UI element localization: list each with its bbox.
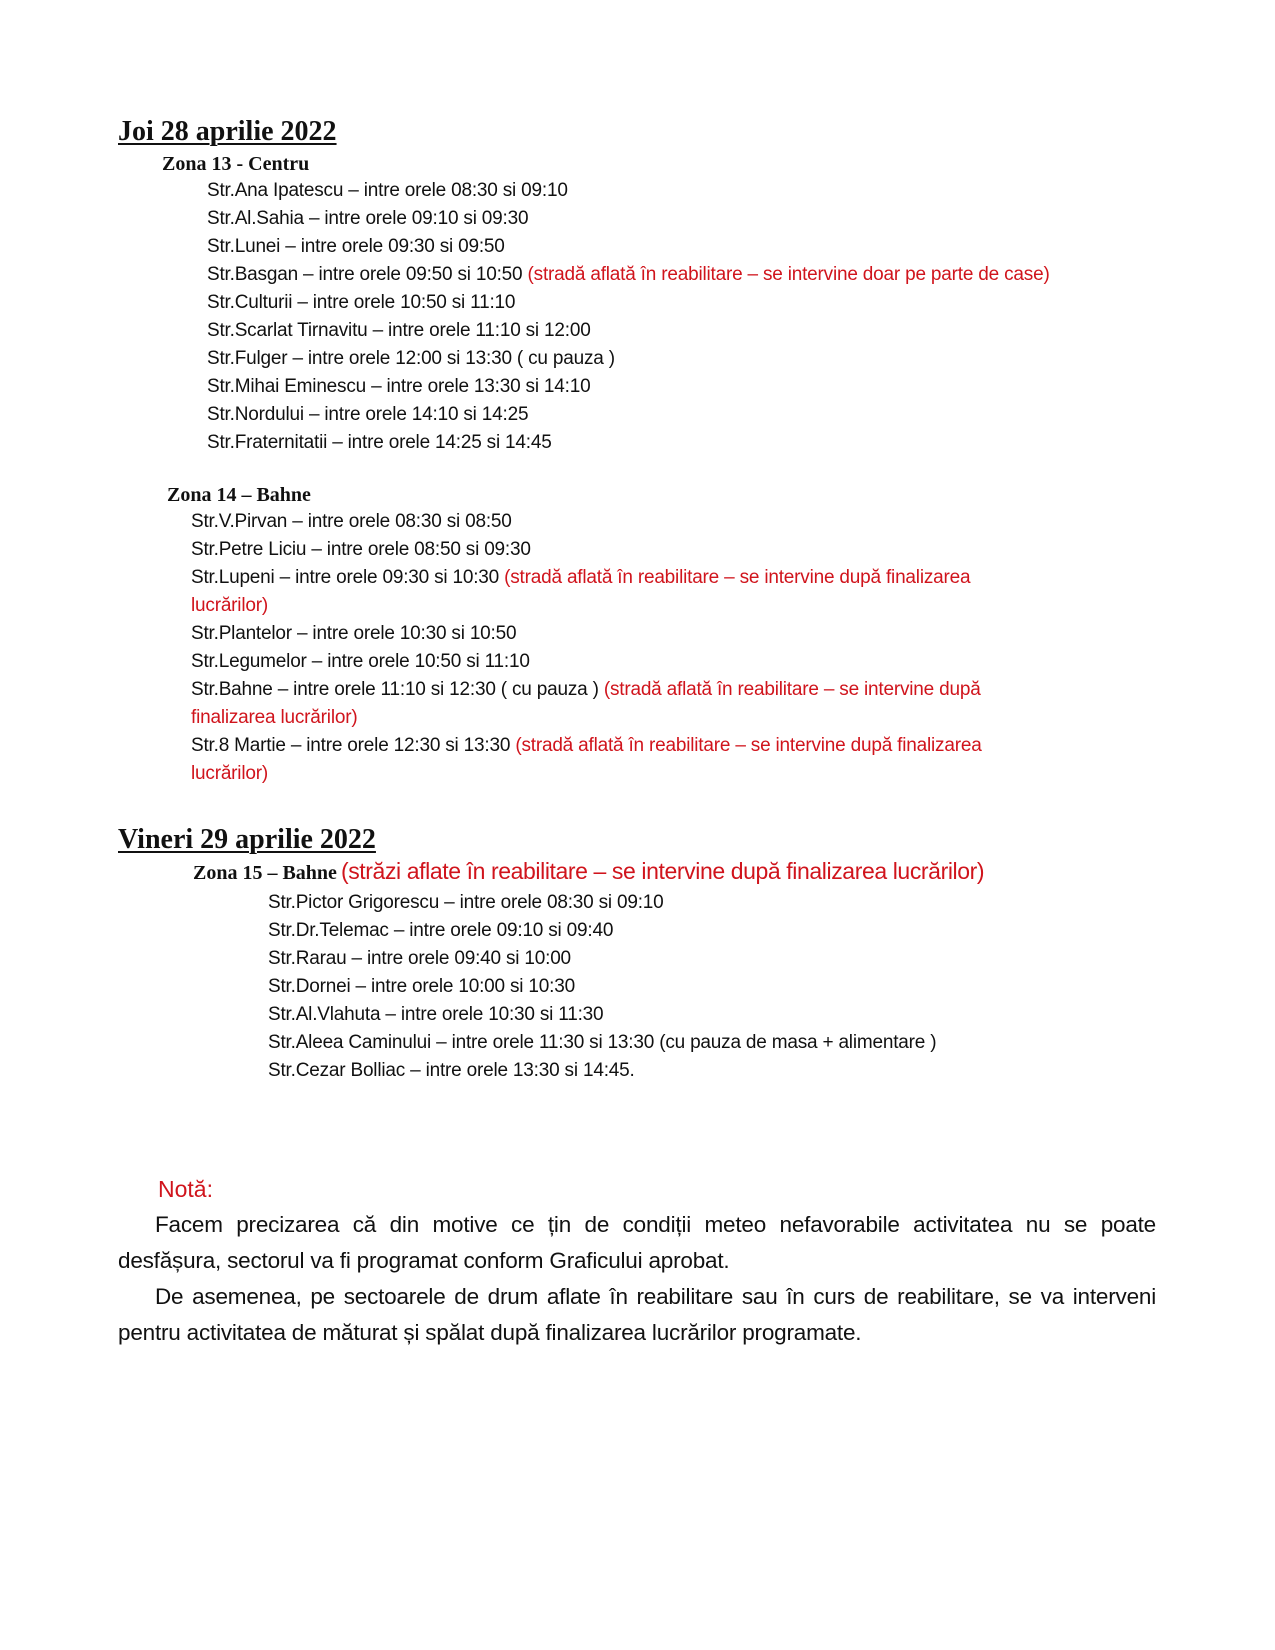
street-item: Str.Fulger – intre orele 12:00 si 13:30 ( cu pauza ) [207,348,615,369]
street-item: Str.Cezar Bolliac – intre orele 13:30 si 14:45. [268,1060,635,1081]
rehabilitation-note: (stradă aflată în reabilitare – se intervine doar pe parte de case) [527,264,1050,285]
street-item: Str.Pictor Grigorescu – intre orele 08:30 si 09:10 [268,892,664,913]
rehabilitation-note-continued: finalizarea lucrărilor) [191,707,358,728]
zone-15-rehabilitation-note: (străzi aflate în reabilitare – se intervine după finalizarea lucrărilor) [340,858,985,884]
street-item: Str.Dr.Telemac – intre orele 09:10 si 09:40 [268,920,614,941]
street-item: Str.Bahne – intre orele 11:10 si 12:30 ( cu pauza ) (stradă aflată în reabilitare – se intervine după [191,679,981,700]
rehabilitation-note: (stradă aflată în reabilitare – se intervine după [603,679,981,700]
street-item: Str.8 Martie – intre orele 12:30 si 13:30 (stradă aflată în reabilitare – se intervine după finalizarea [191,735,982,756]
street-item: Str.Petre Liciu – intre orele 08:50 si 09:30 [191,539,531,560]
zone-15-header [193,858,984,885]
day-title-thursday: Joi 28 aprilie 2022 [118,116,337,147]
rehabilitation-note: (stradă aflată în reabilitare – se intervine după finalizarea [504,567,971,588]
note-paragraph: Facem precizarea că din motive ce țin de condiții meteo nefavorabile activitatea nu se poate desfășura, sectorul va fi programat conform Graficului aprobat. [118,1212,1156,1273]
street-item: Str.Aleea Caminului – intre orele 11:30 si 13:30 (cu pauza de masa + alimentare ) [268,1032,937,1053]
note-body [118,1207,1156,1351]
zone-13-title: Zona 13 - Centru [162,153,310,175]
street-item: Str.Rarau – intre orele 09:40 si 10:00 [268,948,571,969]
street-item: Str.Ana Ipatescu – intre orele 08:30 si 09:10 [207,180,568,201]
day-title-friday: Vineri 29 aprilie 2022 [118,824,376,855]
street-item: Str.Culturii – intre orele 10:50 si 11:10 [207,292,516,313]
street-item: Str.Legumelor – intre orele 10:50 si 11:10 [191,651,530,672]
street-item: Str.Nordului – intre orele 14:10 si 14:25 [207,404,529,425]
rehabilitation-note: (stradă aflată în reabilitare – se intervine după finalizarea [515,735,982,756]
street-item: Str.Al.Vlahuta – intre orele 10:30 si 11:30 [268,1004,604,1025]
street-item: Str.Dornei – intre orele 10:00 si 10:30 [268,976,575,997]
street-item: Str.V.Pirvan – intre orele 08:30 si 08:50 [191,511,512,532]
street-item: Str.Lupeni – intre orele 09:30 si 10:30 (stradă aflată în reabilitare – se intervine după finalizarea [191,567,971,588]
zone-15-title: Zona 15 – Bahne [193,862,337,884]
zone-14-street-list [191,508,982,788]
street-item: Str.Scarlat Tirnavitu – intre orele 11:10 si 12:00 [207,320,591,341]
rehabilitation-note-continued: lucrărilor) [191,763,268,784]
zone-13-street-list [207,177,1050,457]
street-item: Str.Al.Sahia – intre orele 09:10 si 09:30 [207,208,529,229]
street-item: Str.Lunei – intre orele 09:30 si 09:50 [207,236,505,257]
zone-15-street-list [268,889,936,1085]
street-item: Str.Plantelor – intre orele 10:30 si 10:50 [191,623,517,644]
note-label: Notă: [158,1176,213,1202]
street-item: Str.Basgan – intre orele 09:50 si 10:50 (stradă aflată în reabilitare – se intervine doar pe parte de case) [207,264,1050,285]
street-item: Str.Fraternitatii – intre orele 14:25 si 14:45 [207,432,552,453]
note-paragraph: De asemenea, pe sectoarele de drum aflate în reabilitare sau în curs de reabilitare, se va interveni pentru activitatea de măturat și spălat după finalizarea lucrărilor programate. [118,1284,1156,1345]
street-item: Str.Mihai Eminescu – intre orele 13:30 si 14:10 [207,376,591,397]
zone-14-title: Zona 14 – Bahne [167,484,311,506]
rehabilitation-note-continued: lucrărilor) [191,595,268,616]
